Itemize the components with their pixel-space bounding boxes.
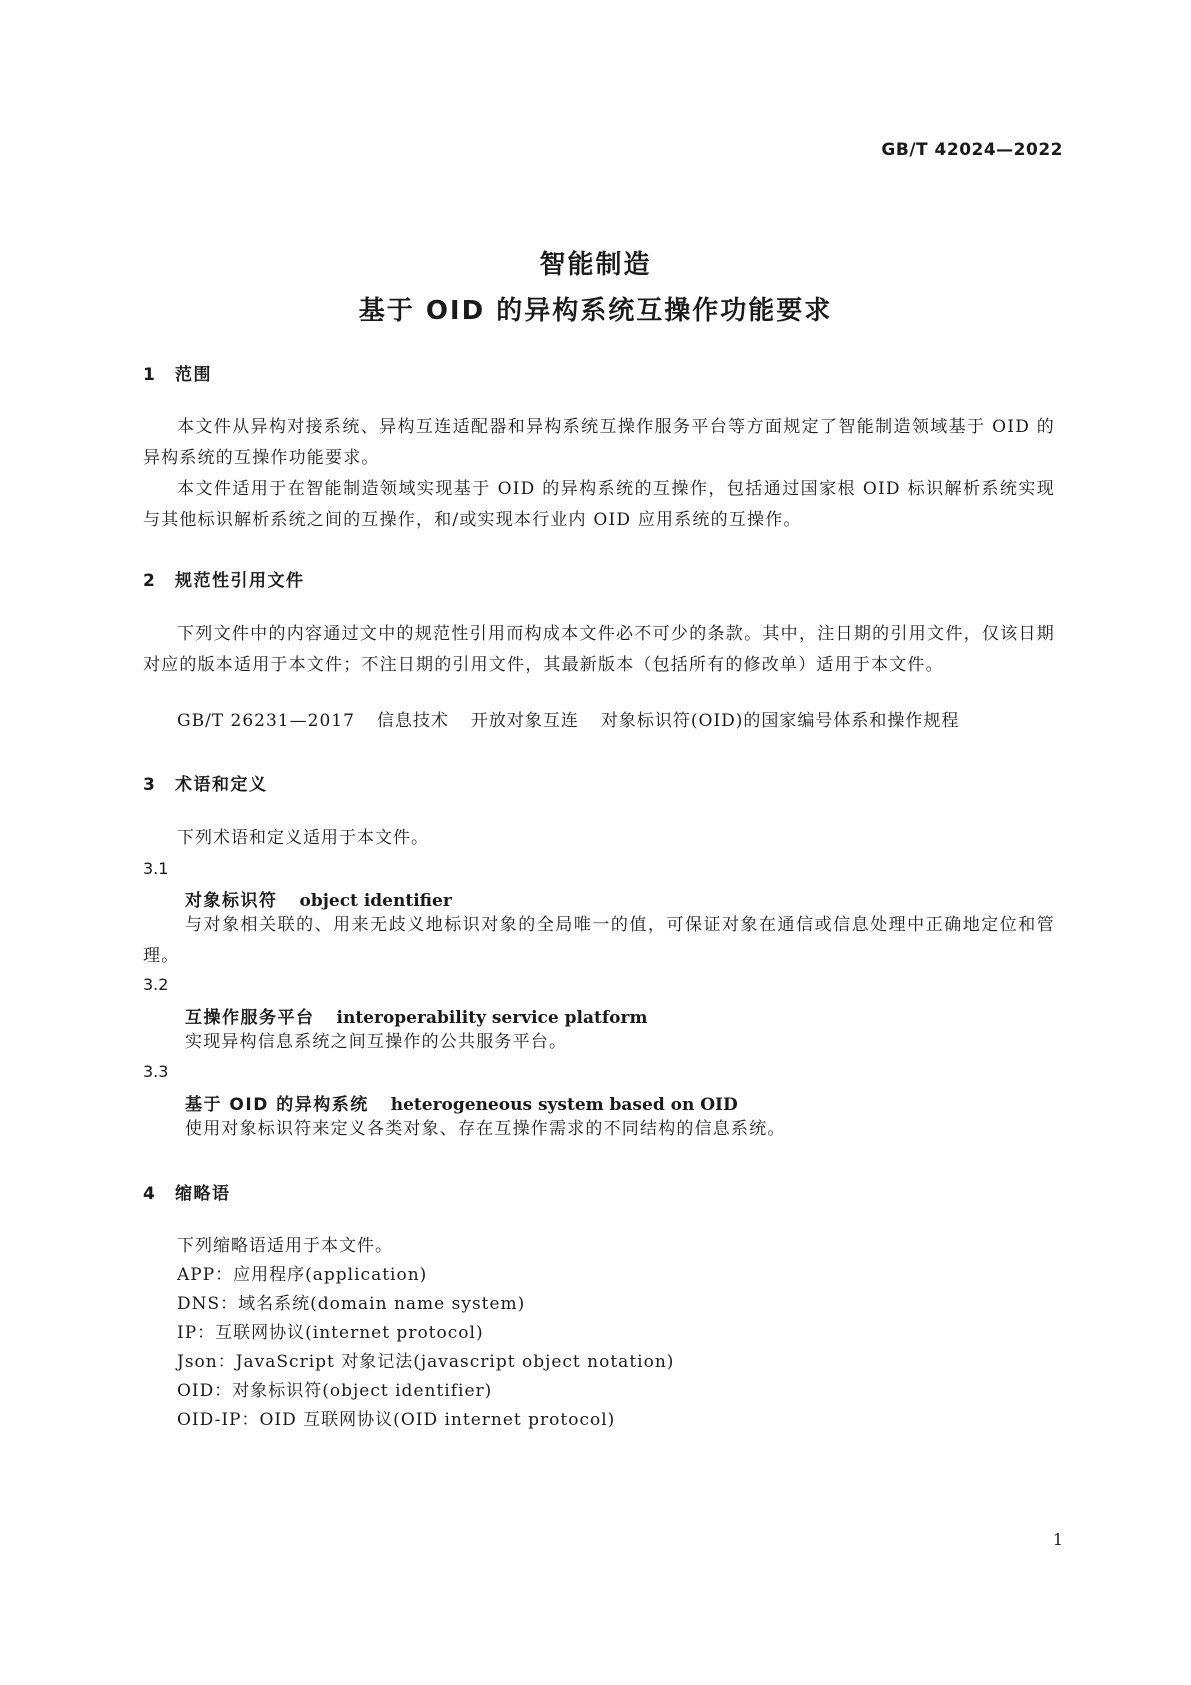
- abbreviation-item: IP：互联网协议(internet protocol): [177, 1323, 484, 1343]
- term-chinese: 互操作服务平台: [185, 1008, 315, 1028]
- section-heading-abbreviations: [143, 1179, 231, 1204]
- section-number: 1: [143, 365, 157, 385]
- section-number: 4: [143, 1184, 157, 1204]
- title-line-1: 智能制造: [539, 250, 652, 280]
- title-line-2: 基于 OID 的异构系统互操作功能要求: [358, 296, 833, 326]
- term-chinese: 基于 OID 的异构系统: [185, 1095, 369, 1115]
- reference-title-part-1: 信息技术: [376, 711, 449, 731]
- reference-code: GB/T 26231—2017: [177, 711, 355, 731]
- reference-title-part-2: 开放对象互连: [470, 711, 579, 731]
- section-number: 2: [143, 571, 157, 591]
- section-number: 3: [143, 775, 157, 795]
- page-number: 1: [1052, 1530, 1063, 1549]
- term-heading: [185, 886, 452, 911]
- abbreviation-item: Json：JavaScript 对象记法(javascript object notation): [177, 1352, 675, 1372]
- term-heading: [185, 1003, 647, 1028]
- terms-intro: 下列术语和定义适用于本文件。: [177, 828, 429, 848]
- reference-entry: [177, 706, 959, 737]
- term-definition: 实现异构信息系统之间互操作的公共服务平台。: [185, 1032, 568, 1052]
- standard-number: GB/T 42024—2022: [881, 140, 1063, 160]
- section-heading-terms: [143, 770, 268, 795]
- term-definition: 与对象相关联的、用来无歧义地标识对象的全局唯一的值，可保证对象在通信或信息处理中正确地定位和管理。: [143, 915, 1055, 966]
- term-english: object identifier: [299, 891, 452, 911]
- term-chinese: 对象标识符: [185, 891, 278, 911]
- section-heading-normative-references: [143, 566, 305, 591]
- abbreviation-item: OID-IP：OID 互联网协议(OID internet protocol): [177, 1410, 616, 1430]
- term-number: 3.2: [143, 975, 169, 994]
- scope-paragraph-1: 本文件从异构对接系统、异构互连适配器和异构系统互操作服务平台等方面规定了智能制造领域基于 OID 的异构系统的互操作功能要求。: [143, 417, 1055, 468]
- section-title: 术语和定义: [175, 775, 268, 795]
- term-heading: [185, 1090, 738, 1115]
- references-paragraph: 下列文件中的内容通过文中的规范性引用而构成本文件必不可少的条款。其中，注日期的引用文件，仅该日期对应的版本适用于本文件；不注日期的引用文件，其最新版本（包括所有的修改单）适用于本文件。: [143, 624, 1055, 675]
- abbreviation-item: DNS：域名系统(domain name system): [177, 1294, 526, 1314]
- scope-paragraph-2: 本文件适用于在智能制造领域实现基于 OID 的异构系统的互操作，包括通过国家根 OID 标识解析系统实现与其他标识解析系统之间的互操作，和/或实现本行业内 OID 应用系统的互操作。: [143, 479, 1055, 530]
- term-number: 3.1: [143, 859, 169, 878]
- term-definition: 使用对象标识符来定义各类对象、存在互操作需求的不同结构的信息系统。: [185, 1119, 786, 1139]
- section-heading-scope: [143, 360, 212, 385]
- term-english: interoperability service platform: [336, 1008, 648, 1028]
- term-number: 3.3: [143, 1062, 169, 1081]
- section-title: 范围: [175, 365, 212, 385]
- section-title: 缩略语: [175, 1184, 231, 1204]
- abbreviation-item: APP：应用程序(application): [177, 1265, 428, 1285]
- abbreviation-item: OID：对象标识符(object identifier): [177, 1381, 493, 1401]
- term-english: heterogeneous system based on OID: [390, 1095, 738, 1115]
- reference-title-part-3: 对象标识符(OID)的国家编号体系和操作规程: [600, 711, 960, 731]
- section-title: 规范性引用文件: [175, 571, 305, 591]
- abbreviations-intro: 下列缩略语适用于本文件。: [177, 1236, 393, 1256]
